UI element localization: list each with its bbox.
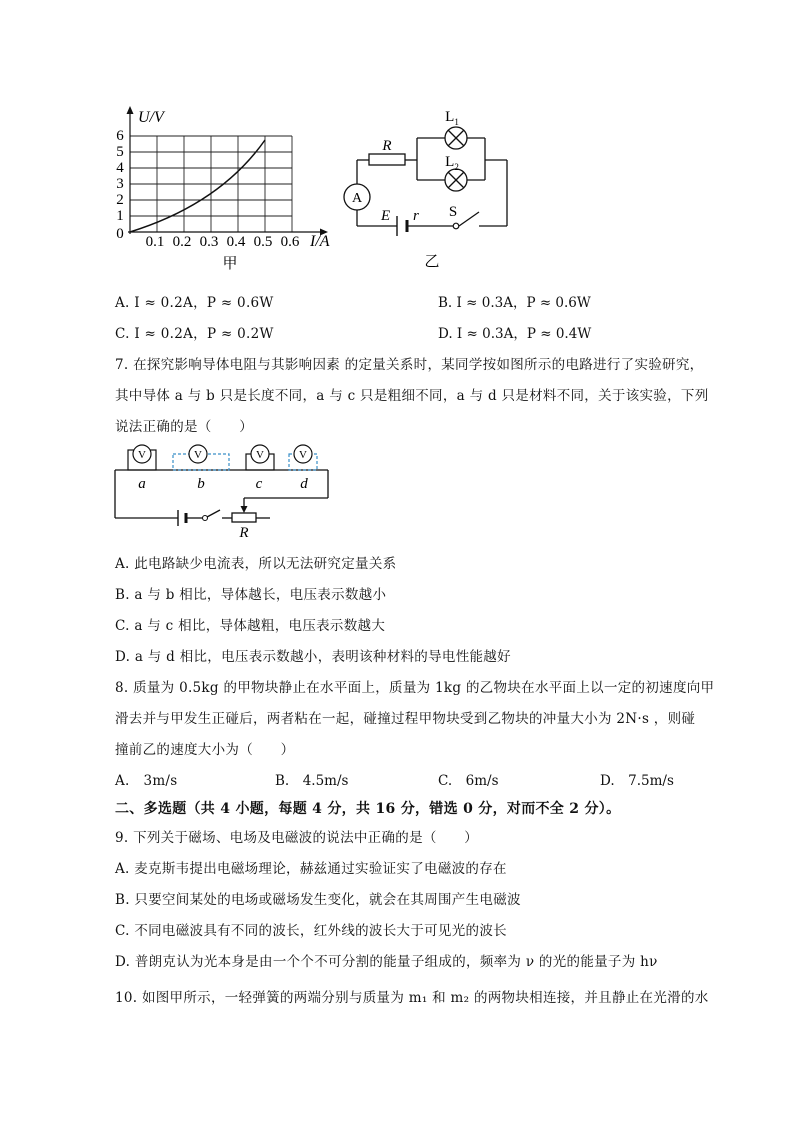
q7-option-c: C. a 与 c 相比，导体越粗，电压表示数越大 [115,618,386,634]
q6-option-b: B. I ≈ 0.3A，P ≈ 0.6W [438,295,591,311]
q7-circuit-figure [110,440,340,540]
q8-stem-line2: 滑去并与甲发生正碰后，两者粘在一起，碰撞过程甲物块受到乙物块的冲量大小为 2N·s ，则碰 [115,711,696,727]
q7-option-b: B. a 与 b 相比，导体越长，电压表示数越小 [115,587,387,603]
rheostat-R [232,513,256,522]
y-tick: 1 [116,208,124,224]
q7-option-a: A. 此电路缺少电流表，所以无法研究定量关系 [115,556,397,572]
x-tick: 0.6 [280,234,300,250]
q7-stem-line1: 7. 在探究影响导体电阻与其影响因素 的定量关系时，某同学按如图所示的电路进行了实验研究， [115,357,704,373]
svg-text:r: r [413,208,419,224]
q9-option-a: A. 麦克斯韦提出电磁场理论，赫兹通过实验证实了电磁波的存在 [115,861,507,877]
q9-option-b: B. 只要空间某处的电场或磁场发生变化，就会在其周围产生电磁波 [115,892,521,908]
figure-caption-yi: 乙 [424,254,440,270]
svg-text:E: E [381,208,391,224]
q7-option-d: D. a 与 d 相比，电压表示数越小，表明该种材料的导电性能越好 [115,649,511,665]
u-i-curve [130,140,265,232]
svg-text:a: a [138,476,146,492]
y-tick: 0 [116,226,124,242]
svg-text:S: S [448,204,458,220]
q8-option-a: A. 3m/s [115,773,178,789]
svg-text:V: V [256,449,264,461]
q7-stem-line2: 其中导体 a 与 b 只是长度不同，a 与 c 只是粗细不同，a 与 d 只是材料不同，关于该实验，下列 [115,388,709,404]
q9-option-c: C. 不同电磁波具有不同的波长，红外线的波长大于可见光的波长 [115,923,507,939]
x-tick: 0.2 [172,234,192,250]
x-tick: 0.4 [226,234,246,250]
lamp-L2-icon [445,169,467,191]
figure-yi-circuit [335,106,525,272]
q6-option-a: A. I ≈ 0.2A，P ≈ 0.6W [115,295,274,311]
q8-stem-line1: 8. 质量为 0.5kg 的甲物块静止在水平面上，质量为 1kg 的乙物块在水平面上以一定的初速度向甲 [115,680,715,696]
svg-text:V: V [299,449,307,461]
y-tick-labels [116,128,124,242]
y-axis-label: U/V [138,109,164,126]
figure-jia-graph [110,100,350,272]
svg-text:V: V [138,449,146,461]
x-axis-label: I/A [310,233,330,250]
svg-text:R: R [239,525,249,540]
q8-option-d: D. 7.5m/s [600,773,674,789]
switch-S [453,223,459,229]
svg-text:d: d [300,476,308,492]
y-tick: 2 [116,192,124,208]
switch-icon [203,516,208,521]
svg-text:A: A [351,191,363,206]
q10-stem-line1: 10. 如图甲所示，一轻弹簧的两端分别与质量为 m₁ 和 m₂ 的两物块相连接，并且静止在光滑的水 [115,990,709,1006]
svg-text:V: V [194,449,202,461]
y-tick: 4 [116,160,124,176]
x-tick: 0.3 [199,234,219,250]
q6-option-c: C. I ≈ 0.2A，P ≈ 0.2W [115,326,274,342]
svg-text:R: R [382,138,392,154]
y-tick: 6 [116,128,124,144]
resistor-R [369,154,405,165]
q9-stem: 9. 下列关于磁场、电场及电磁波的说法中正确的是（ ） [115,830,479,846]
q6-option-d: D. I ≈ 0.3A，P ≈ 0.4W [438,326,592,342]
q9-option-d: D. 普朗克认为光本身是由一个个不可分割的能量子组成的，频率为 ν 的光的能量子为 hν [115,954,658,970]
y-tick: 5 [116,144,124,160]
x-tick: 0.1 [145,234,165,250]
svg-text:c: c [255,476,263,492]
figure-caption-jia: 甲 [222,256,238,272]
q8-option-b: B. 4.5m/s [275,773,349,789]
y-tick: 3 [116,176,124,192]
svg-text:b: b [197,476,205,492]
x-tick: 0.5 [253,234,273,250]
lamp-L1-icon [445,127,467,149]
q7-stem-line3: 说法正确的是（ ） [115,419,253,435]
section-2-heading: 二、多选题（共 4 小题，每题 4 分，共 16 分，错选 0 分，对而不全 2 分）。 [115,801,621,817]
svg-text:L1: $L_1$ [445,109,459,127]
x-tick-labels [146,234,300,250]
svg-text:L2: $L_2$ [445,154,459,172]
q8-option-c: C. 6m/s [438,773,499,789]
q8-stem-line3: 撞前乙的速度大小为（ ） [115,742,295,758]
